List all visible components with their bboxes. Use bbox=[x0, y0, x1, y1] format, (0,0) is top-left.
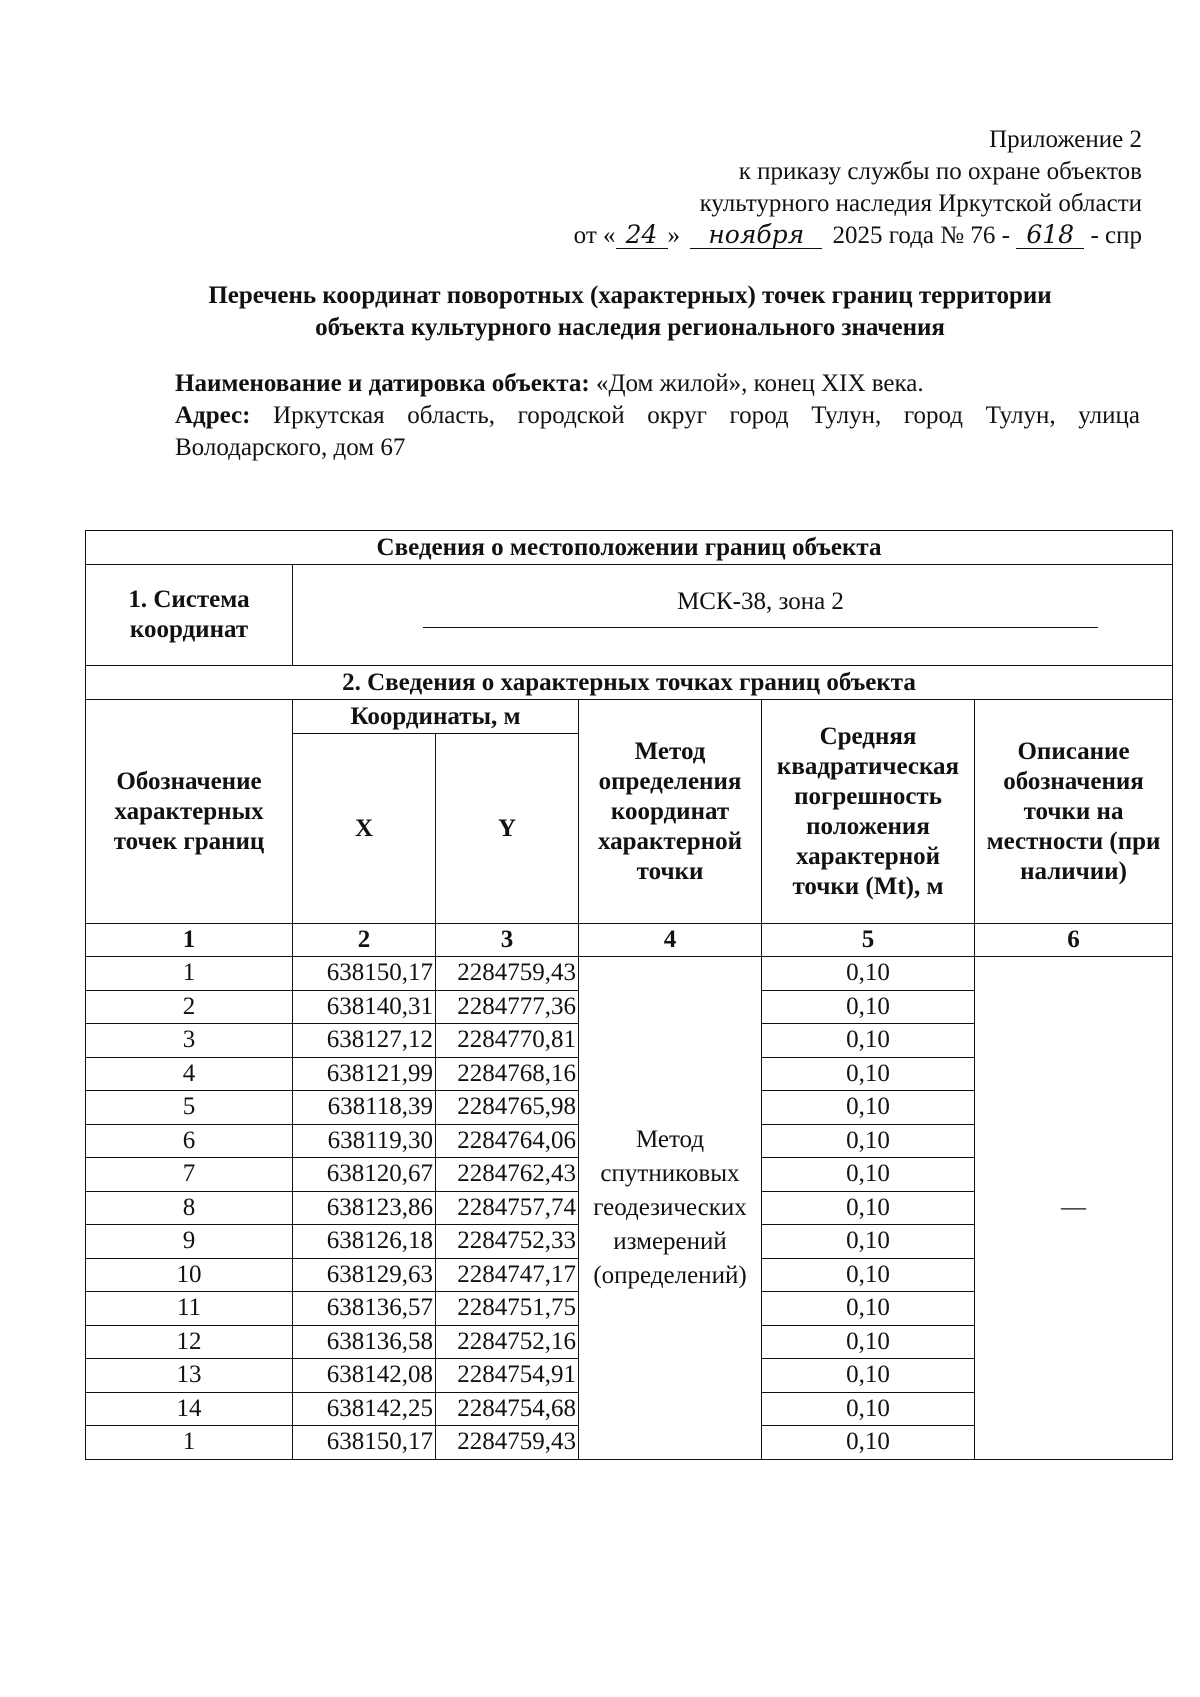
header-designation: Обозначение характерных точек границ bbox=[86, 700, 293, 924]
point-number: 4 bbox=[86, 1057, 293, 1091]
x-coordinate: 638150,17 bbox=[293, 1426, 436, 1460]
point-number: 11 bbox=[86, 1292, 293, 1326]
y-coordinate: 2284762,43 bbox=[436, 1158, 579, 1192]
appendix-line-3: культурного наследия Иркутской области bbox=[699, 190, 1142, 217]
header-description: Описание обозначения точки на местности (при наличии) bbox=[975, 700, 1173, 924]
appendix-date-line bbox=[574, 220, 1142, 252]
order-number-handwritten: 618 bbox=[1016, 222, 1084, 249]
coordinates-table bbox=[85, 530, 1173, 1460]
date-mid: » bbox=[667, 222, 681, 249]
point-number: 9 bbox=[86, 1225, 293, 1259]
y-coordinate: 2284759,43 bbox=[436, 957, 579, 991]
x-coordinate: 638118,39 bbox=[293, 1091, 436, 1125]
date-month-handwritten: ноября bbox=[690, 222, 822, 249]
point-number: 3 bbox=[86, 1024, 293, 1058]
point-number: 2 bbox=[86, 990, 293, 1024]
x-coordinate: 638123,86 bbox=[293, 1191, 436, 1225]
point-number: 1 bbox=[86, 957, 293, 991]
mt-value: 0,10 bbox=[762, 1124, 975, 1158]
title-line-1: Перечень координат поворотных (характерных) точек границ территории bbox=[208, 282, 1052, 309]
x-coordinate: 638129,63 bbox=[293, 1258, 436, 1292]
point-number: 6 bbox=[86, 1124, 293, 1158]
column-number: 3 bbox=[436, 924, 579, 957]
y-coordinate: 2284757,74 bbox=[436, 1191, 579, 1225]
column-number: 2 bbox=[293, 924, 436, 957]
object-name-value: «Дом жилой», конец XIX века. bbox=[595, 370, 924, 397]
mt-value: 0,10 bbox=[762, 1392, 975, 1426]
coordinate-system-label: 1. Система координат bbox=[86, 565, 293, 666]
mt-value: 0,10 bbox=[762, 1359, 975, 1393]
y-coordinate: 2284752,33 bbox=[436, 1225, 579, 1259]
y-coordinate: 2284754,91 bbox=[436, 1359, 579, 1393]
mt-value: 0,10 bbox=[762, 1292, 975, 1326]
point-number: 13 bbox=[86, 1359, 293, 1393]
y-coordinate: 2284747,17 bbox=[436, 1258, 579, 1292]
column-number: 1 bbox=[86, 924, 293, 957]
date-suffix: 2025 года № 76 - bbox=[832, 222, 1010, 249]
order-suffix: - спр bbox=[1090, 222, 1142, 249]
y-coordinate: 2284764,06 bbox=[436, 1124, 579, 1158]
table-row bbox=[86, 957, 1173, 991]
title-line-2: объекта культурного наследия регионального значения bbox=[315, 314, 945, 341]
x-coordinate: 638121,99 bbox=[293, 1057, 436, 1091]
x-coordinate: 638142,08 bbox=[293, 1359, 436, 1393]
y-coordinate: 2284751,75 bbox=[436, 1292, 579, 1326]
object-address-value: Иркутская область, городской округ город Тулун, город Тулун, улица Володарского, дом 67 bbox=[175, 402, 1140, 461]
object-info bbox=[175, 368, 1140, 464]
column-number: 4 bbox=[579, 924, 762, 957]
points-section-title: 2. Сведения о характерных точках границ объекта bbox=[86, 666, 1173, 700]
x-coordinate: 638127,12 bbox=[293, 1024, 436, 1058]
mt-value: 0,10 bbox=[762, 957, 975, 991]
x-coordinate: 638142,25 bbox=[293, 1392, 436, 1426]
column-numbers-row bbox=[86, 924, 1173, 957]
method-cell: Метод спутниковых геодезических измерений (определений) bbox=[579, 957, 762, 1460]
x-coordinate: 638119,30 bbox=[293, 1124, 436, 1158]
y-coordinate: 2284759,43 bbox=[436, 1426, 579, 1460]
y-coordinate: 2284752,16 bbox=[436, 1325, 579, 1359]
object-address-line bbox=[175, 400, 1140, 464]
header-y: Y bbox=[436, 734, 579, 924]
mt-value: 0,10 bbox=[762, 1024, 975, 1058]
mt-value: 0,10 bbox=[762, 1426, 975, 1460]
column-number: 6 bbox=[975, 924, 1173, 957]
object-name-line bbox=[175, 368, 1140, 400]
description-cell: — bbox=[975, 957, 1173, 1460]
point-number: 14 bbox=[86, 1392, 293, 1426]
object-address-label: Адрес: bbox=[175, 402, 251, 429]
appendix-line-2: к приказу службы по охране объектов bbox=[738, 158, 1142, 185]
x-coordinate: 638136,57 bbox=[293, 1292, 436, 1326]
mt-value: 0,10 bbox=[762, 1258, 975, 1292]
y-coordinate: 2284770,81 bbox=[436, 1024, 579, 1058]
header-coordinates: Координаты, м bbox=[293, 700, 579, 734]
point-number: 5 bbox=[86, 1091, 293, 1125]
document-title bbox=[120, 280, 1140, 344]
mt-value: 0,10 bbox=[762, 1091, 975, 1125]
point-number: 1 bbox=[86, 1426, 293, 1460]
mt-value: 0,10 bbox=[762, 1225, 975, 1259]
x-coordinate: 638150,17 bbox=[293, 957, 436, 991]
y-coordinate: 2284765,98 bbox=[436, 1091, 579, 1125]
x-coordinate: 638136,58 bbox=[293, 1325, 436, 1359]
date-prefix: от « bbox=[573, 222, 616, 249]
x-coordinate: 638126,18 bbox=[293, 1225, 436, 1259]
mt-value: 0,10 bbox=[762, 1191, 975, 1225]
header-method: Метод определения координат характерной точки bbox=[579, 700, 762, 924]
date-day-handwritten: 24 bbox=[616, 222, 668, 249]
section-title: Сведения о местоположении границ объекта bbox=[86, 531, 1173, 565]
mt-value: 0,10 bbox=[762, 1158, 975, 1192]
object-name-label: Наименование и датировка объекта: bbox=[175, 370, 590, 397]
x-coordinate: 638120,67 bbox=[293, 1158, 436, 1192]
point-number: 12 bbox=[86, 1325, 293, 1359]
point-number: 7 bbox=[86, 1158, 293, 1192]
y-coordinate: 2284754,68 bbox=[436, 1392, 579, 1426]
mt-value: 0,10 bbox=[762, 990, 975, 1024]
column-number: 5 bbox=[762, 924, 975, 957]
coordinate-system-value: МСК-38, зона 2 bbox=[423, 587, 1098, 628]
point-number: 8 bbox=[86, 1191, 293, 1225]
x-coordinate: 638140,31 bbox=[293, 990, 436, 1024]
y-coordinate: 2284777,36 bbox=[436, 990, 579, 1024]
mt-value: 0,10 bbox=[762, 1325, 975, 1359]
header-error: Средняя квадратическая погрешность положения характерной точки (Mt), м bbox=[762, 700, 975, 924]
coordinate-system-cell bbox=[293, 565, 1173, 666]
header-x: X bbox=[293, 734, 436, 924]
data-rows bbox=[86, 957, 1173, 1460]
appendix-block bbox=[574, 124, 1142, 252]
y-coordinate: 2284768,16 bbox=[436, 1057, 579, 1091]
mt-value: 0,10 bbox=[762, 1057, 975, 1091]
appendix-line-1: Приложение 2 bbox=[989, 126, 1142, 153]
point-number: 10 bbox=[86, 1258, 293, 1292]
